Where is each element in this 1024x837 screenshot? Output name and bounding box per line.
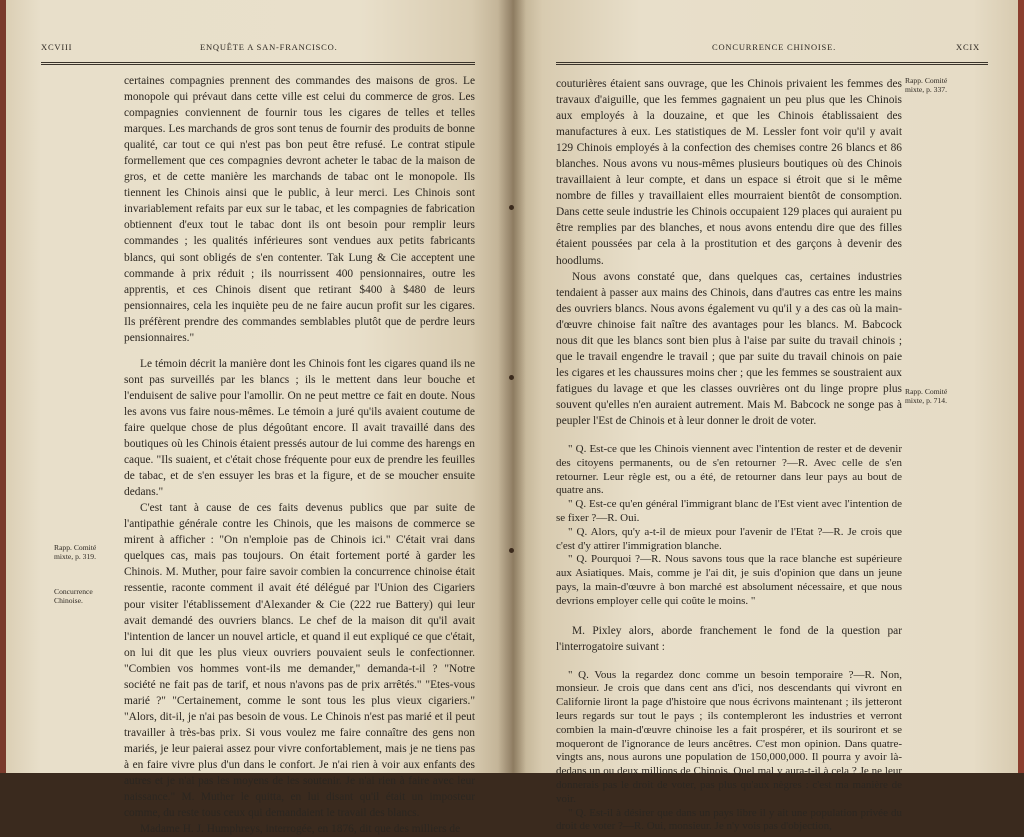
left-body-text xyxy=(124,73,475,837)
header-rule-left xyxy=(41,62,475,65)
binding-hole xyxy=(509,375,514,380)
quote-paragraph: " Q. Est-il à désirer que dans un pays libre il y ait une population privée du droit de voter ?—R. Oui, monsieur. Je n'y vois pas d'objection, xyxy=(556,806,902,833)
quote-paragraph: " Q. Est-ce qu'en général l'immigrant blanc de l'Est vient avec l'intention de se fixer ?—R. Oui. xyxy=(556,498,902,525)
left-page xyxy=(0,0,512,836)
paragraph: Madame H. J. Humphreys, interrogée, en 1876, dit que des milliers de xyxy=(140,823,461,836)
book-gutter xyxy=(498,0,526,773)
right-body-text xyxy=(556,76,902,834)
paragraph: Le témoin décrit la manière dont les Chinois font les cigares quand ils ne sont pas surveillés par les blancs ; ils le mettent dans leur bouche et l'enduisent de salive pour l'amollir. On ne peut mettre ce fait en doute. Nous les avons vus faire nous-mêmes. Le témoin a juré qu'ils avaient coutume de faire quelque chose de plus dégoûtant encore. Il avait travaillé dans des boutiques où les Chinois étaient pressés autour de lui comme des harengs en caque. "Ils suaient, et c'était chose fréquente pour eux de prendre les feuilles de tabac, et de s'en essuyer les bras et la figure, et de se moucher ensuite dedans." xyxy=(124,357,475,499)
book-cover-edge xyxy=(0,0,6,773)
paragraph: M. Pixley alors, aborde franchement le fond de la question par l'interrogatoire suivant : xyxy=(556,624,902,653)
paragraph: Nous avons constaté que, dans quelques cas, certaines industries tendaient à passer aux mains des Chinois, dans d'autres cas entre les mains des ouvriers blancs. Nous avons également vu qu'il y a des cas où la main-d'œuvre chinoise fait naître des avantages pour les blancs. M. Babcock nous dit que les blancs sont bien plus à l'aise par suite du travail chinois ; que le travail engendre le travail ; que par suite du travail chinois on paie les cigares et les chaussures moins cher ; que les femmes se soustraient aux fatigues du lavage et que les classes ouvrières ont du linge propre plus souvent qu'elles n'en auraient autrement. Mais M. Babcock ne songe pas à peupler l'Est de Chinois et à leur donner le droit de voter. xyxy=(556,270,902,427)
paragraph: certaines compagnies prennent des commandes des maisons de gros. Le monopole qui prévaut dans cette ville est celui du commerce de gros. Les compagnies conviennent de fournir tous les cigares de telles et telles marques. Les marchands de gros sont tenus de fournir des produits de bonne qualité, car tout ce qui n'est pas bon peut être refusé. Le contrat stipule formellement que ces compagnies devront acheter le tabac de la maison de gros, et de cette manière les marchands de tabac ont le monopole. Ils tiennent les Chinois ainsi que le public, à leur merci. Les Chinois sont invariablement refaits par eux sur le tabac, et les compagnies de fabrication obtiennent d'eux tout le tabac dont ils ont besoin pour remplir leurs commandes ; les qualités inférieures sont vendues aux petits fabricants blancs, qui sont obligés de s'en contenter. Tak Lung & Cie acceptent une commande à prix réduit ; ils nourrissent 400 pensionnaires, outre les apprentis, et ces Chinois disent que retirant $400 à $480 de leurs pensionnaires, cela les inquiète peu de ne faire aucun profit sur les cigares. Ils préfèrent prendre des commandes semblables plutôt que de perdre leurs pensionnaires." xyxy=(124,75,475,344)
margin-note-topic: Concurrence Chinoise. xyxy=(54,587,93,605)
binding-hole xyxy=(509,205,514,210)
running-head-right: CONCURRENCE CHINOISE. xyxy=(712,42,837,52)
quote-paragraph: " Q. Est-ce que les Chinois viennent avec l'intention de rester et de devenir des citoyens permanents, ou de s'en retourner ?—R. Avec celle de s'en retourner. Leur règle est, ou a été, de retourner dans leur pays au bout de quatre ans. xyxy=(556,443,902,497)
header-rule-right xyxy=(556,62,988,65)
book-cover-edge xyxy=(1018,0,1024,773)
page-number-right: XCIX xyxy=(956,42,980,52)
running-head-left: ENQUÊTE A SAN-FRANCISCO. xyxy=(200,42,338,52)
paragraph: C'est tant à cause de ces faits devenus publics que par suite de l'antipathie générale contre les Chinois, que les maisons de commerce se mirent à afficher : "On n'emploie pas de Chinois ici." C'était vrai dans quelques cas, mais pas toujours. On était fortement porté à garder les Chinois. M. Muther, pour faire savoir combien la concurrence chinoise était ressentie, raconte comment il avait été délégué par l'Union des Cigariers pour visiter l'établissement d'Alexander & Cie (222 rue Battery) qui leur avait demandé des ouvriers blancs. Le chef de la maison dit qu'il avait l'intention de lancer un nouvel article, et quand il eut expliqué ce que c'était, on lui dit que les plus vieux ouvriers pouvaient seuls le confectionner. "Combien vos hommes vont-ils me demander," demanda-t-il ? "Notre société ne fait pas de tarif, et nous n'avons pas de prix arrêtés." "Etes-vous marié ?" "Certainement, comme le sont tous les plus vieux cigariers." "Alors, dit-il, je n'ai pas besoin de vous. Le Chinois n'est pas marié et il peut travailler à très-bas prix. Si vous voulez me faire connaître des gens non mariés, je leur paierai assez pour vivre confortablement, mais je ne tiens pas à en faire vivre plus d'un dans le confort. Je n'ai rien à voir aux enfants des autres et je n'ai pas les moyens de les soutenir. Je n'ai rien à faire avec leur naissance." M. Muther le quitta, en lui disant qu'il était un imposteur comme, du reste tous ceux qui demandaient le travail des blancs. xyxy=(124,502,475,820)
margin-note-reference: Rapp. Comité mixte, p. 337. xyxy=(905,76,948,94)
paragraph: couturières étaient sans ouvrage, que les Chinois privaient les femmes des travaux d'aiguille, que les femmes gagnaient un peu plus que les Chinois aux employés à la douzaine, et que les Chinois établissaient des manufactures à eux. Les statistiques de M. Lessler font voir qu'il y avait 129 Chinois employés à la confection des chemises contre 26 blancs et 86 blanches. Nous avons vu nous-mêmes plusieurs boutiques où des Chinois travaillaient à leur compte, et dans un espace si étroit que si le même nombre de filles y travaillaient elles mourraient bientôt de consomption. Dans cette seule industrie les Chinois occupaient 129 places qui auraient pu être remplies par des blanches, et nous avons entendu dire que des filles étaient poussées par cela à la prostitution et des garçons à devenir des hoodlums. xyxy=(556,78,902,267)
quote-paragraph: " Q. Pourquoi ?—R. Nous savons tous que la race blanche est supérieure aux Asiatiques. Mais, comme je l'ai dit, je suis d'opinion que dans un jeune pays, la main-d'œuvre à bon marché est absolument nécessaire, et que nous devrions employer celle qui coûte le moins. " xyxy=(556,553,902,607)
page-number-left: XCVIII xyxy=(41,42,73,52)
quote-paragraph: " Q. Alors, qu'y a-t-il de mieux pour l'avenir de l'Etat ?—R. Je crois que c'est d'y attirer l'immigration blanche. xyxy=(556,525,902,552)
right-page xyxy=(512,0,1024,833)
quote-paragraph: " Q. Vous la regardez donc comme un besoin temporaire ?—R. Non, monsieur. Je crois que dans cent ans d'ici, nos descendants qui vivront en Californie liront la page d'histoire que nous écrivons maintenant ; ils jetteront leurs regards sur tout le pays ; ils contempleront les industries et verront combien la main-d'œuvre chinoise les a fait prospérer, et ils souriront et se moqueront de l'ignorance de leurs ancêtres. C'est mon opinion. Dans quatre-vingts ans, nous aurons une population de 150,000,000. Il pourra y avoir là-dedans un ou deux millions de Chinois. Quel mal y aura-t-il à cela ? Je ne leur donnerais pas le droit de voter, pas plus qu'aux nègres : c'est ma manière de voir. xyxy=(556,668,902,805)
margin-note-reference: Rapp. Comité mixte, p. 714. xyxy=(905,387,948,405)
binding-hole xyxy=(509,548,514,553)
margin-note-reference: Rapp. Comité mixte, p. 319. xyxy=(54,543,97,561)
